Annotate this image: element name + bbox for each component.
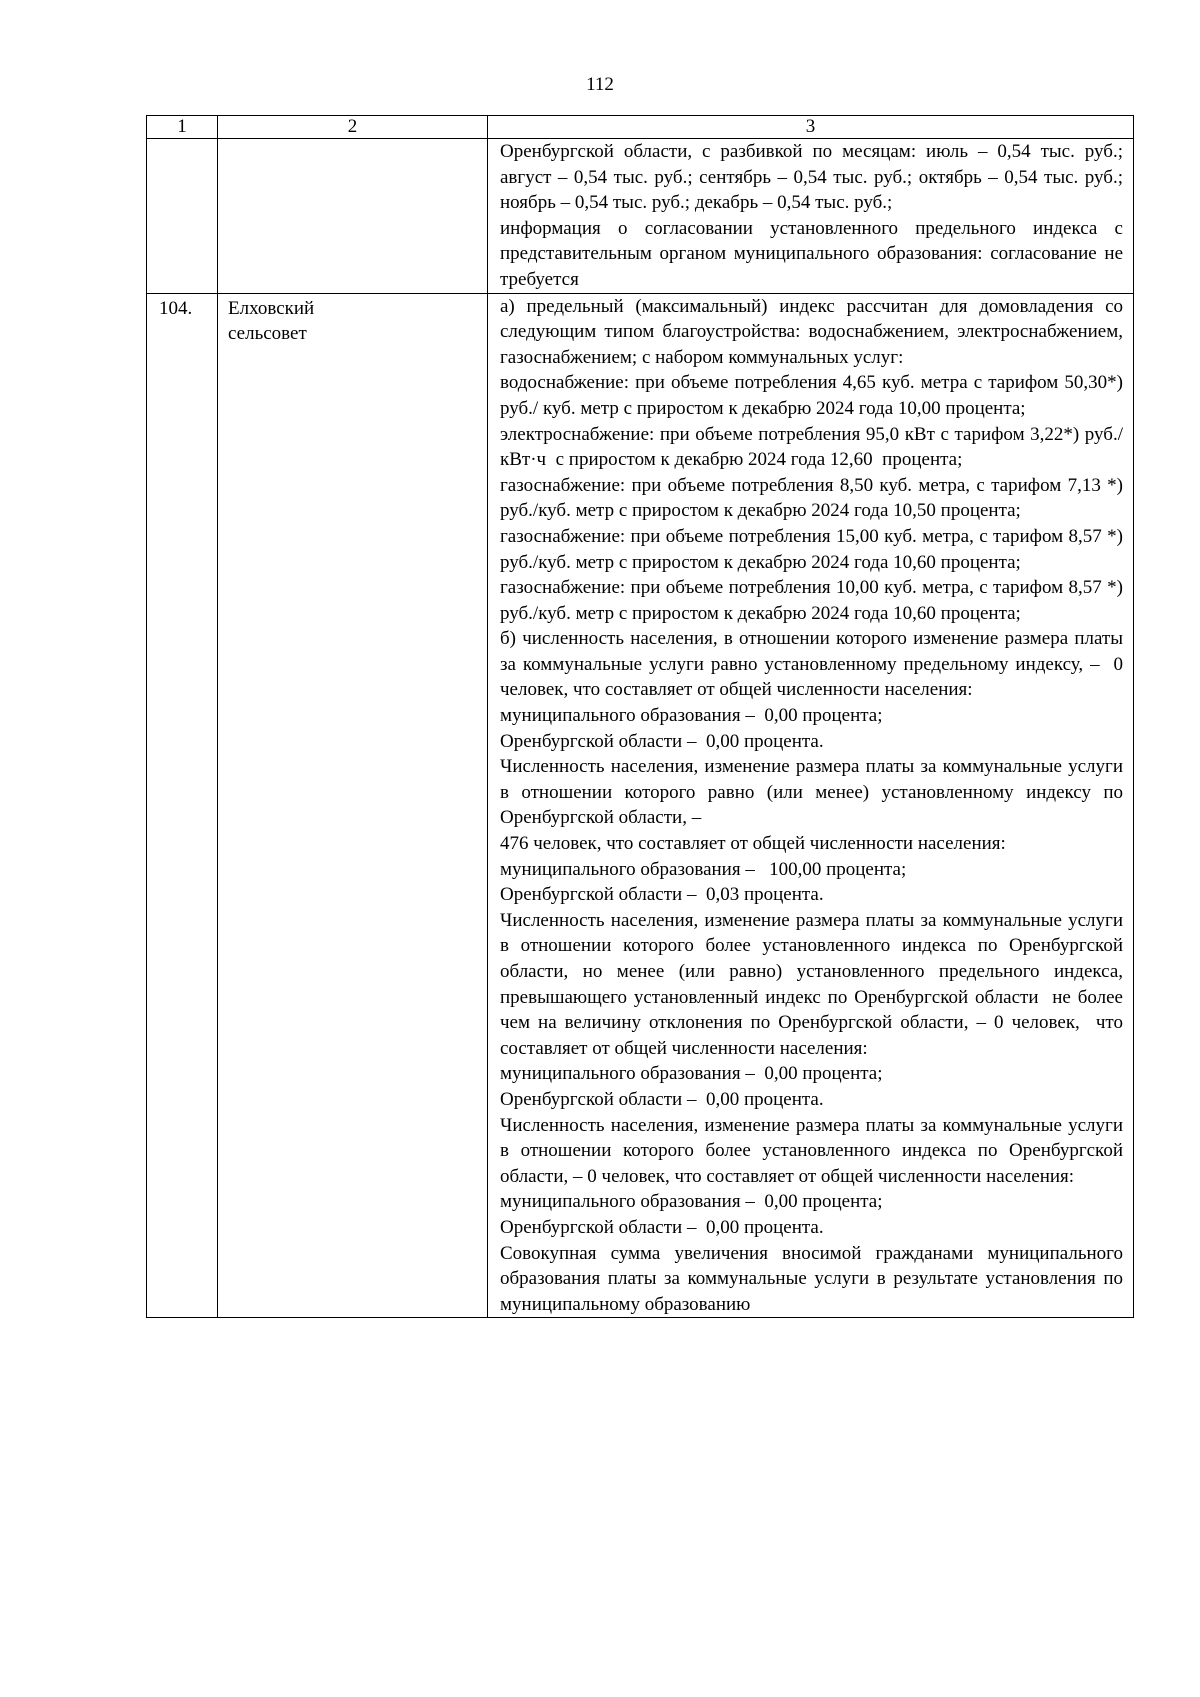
paragraph: а) предельный (максимальный) индекс рассчитан для домовладения со следующим типом благоустройства: водоснабжением, электроснабжением, газоснабжением; с набором коммунальных услуг: [500,295,1128,368]
paragraph: электроснабжение: при объеме потребления 95,0 кВт с тарифом 3,22*) руб./кВт·ч с приростом к декабрю 2024 года 12,60 процента; [500,423,1123,471]
paragraph: Оренбургской области – 0,00 процента. [500,1088,824,1110]
description-cell [488,293,1134,1318]
municipality-name-line: Елховский [228,297,315,319]
municipality-name-cell [218,293,488,1318]
paragraph: водоснабжение: при объеме потребления 4,65 куб. метра с тарифом 50,30*) руб./ куб. метр с приростом к декабрю 2024 года 10,00 процента; [500,372,1128,419]
column-header-3: 3 [488,116,1134,139]
paragraph: газоснабжение: при объеме потребления 10,00 куб. метра, с тарифом 8,57 *) руб./куб. метр с приростом к декабрю 2024 года 10,60 процента; [500,577,1128,624]
municipality-name-line: сельсовет [228,323,307,345]
paragraph: Оренбургской области – 0,00 процента. [500,1216,824,1238]
paragraph: муниципального образования – 100,00 процента; [500,858,907,880]
paragraph: газоснабжение: при объеме потребления 15,00 куб. метра, с тарифом 8,57 *) руб./куб. метр с приростом к декабрю 2024 года 10,60 процента; [500,525,1128,573]
municipality-name-cell [218,139,488,294]
paragraph: информация о согласовании установленного предельного индекса с представительным органом муниципального образования: согласование не требуется [500,217,1123,290]
paragraph: 476 человек, что составляет от общей численности населения: [500,833,1006,855]
paragraph: Оренбургской области, с разбивкой по месяцам: июль – 0,54 тыс. руб.; август – 0,54 тыс. руб.; сентябрь – 0,54 тыс. руб.; октябрь – 0,54 тыс. руб.; ноябрь – 0,54 тыс. руб.; декабрь – 0,54 тыс. руб.; [500,141,1123,214]
page-number: 112 [586,74,614,95]
paragraph: Численность населения, изменение размера платы за коммунальные услуги в отношении которого более установленного индекса по Оренбургской области, но менее (или равно) установленного предельного индекса, превышающего установленный индекс по Оренбургской области не более чем на величину отклонения по Оренбургской области, – 0 человек, что составляет от общей численности населения: [500,909,1128,1059]
paragraph: Оренбургской области – 0,00 процента. [500,730,824,752]
paragraph: газоснабжение: при объеме потребления 8,50 куб. метра, с тарифом 7,13 *) руб./куб. метр с приростом к декабрю 2024 года 10,50 процента; [500,474,1128,522]
paragraph: муниципального образования – 0,00 процента; [500,705,883,727]
paragraph: муниципального образования – 0,00 процента; [500,1063,883,1085]
paragraph: муниципального образования – 0,00 процента; [500,1191,883,1213]
description-cell [488,139,1134,294]
table-header-row [147,116,1134,139]
paragraph: б) численность населения, в отношении которого изменение размера платы за коммунальные услуги равно установленному предельному индексу, – 0 человек, что составляет от общей численности населения: [500,628,1128,701]
table-row-continuation [147,139,1134,294]
table-row-104 [147,293,1134,1318]
row-number-cell: 104. [147,293,218,1318]
paragraph: Численность населения, изменение размера платы за коммунальные услуги в отношении которого равно (или менее) установленному индексу по Оренбургской области, – [500,756,1128,829]
column-header-2: 2 [218,116,488,139]
paragraph: Численность населения, изменение размера платы за коммунальные услуги в отношении которого более установленного индекса по Оренбургской области, – 0 человек, что составляет от общей численности населения: [500,1114,1128,1187]
row-number-cell [147,139,218,294]
column-header-1: 1 [147,116,218,139]
document-table [146,115,1134,1318]
paragraph: Совокупная сумма увеличения вносимой гражданами муниципального образования платы за коммунальные услуги в результате установления по муниципальному образованию [500,1242,1128,1315]
paragraph: Оренбургской области – 0,03 процента. [500,884,824,906]
